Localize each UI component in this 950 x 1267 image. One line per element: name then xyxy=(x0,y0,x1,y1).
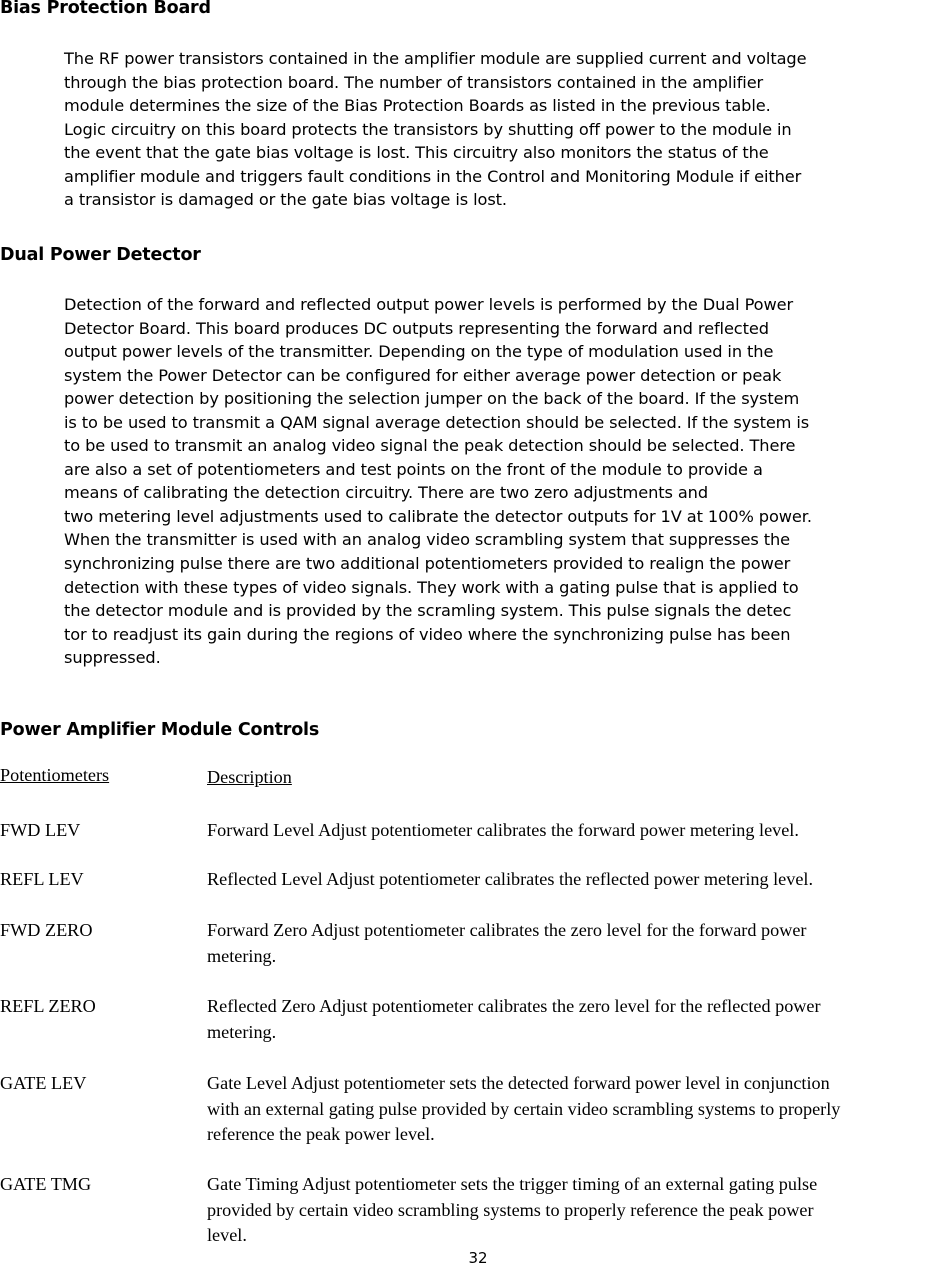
paragraph-line: are also a set of potentiometers and test points on the front of the module to provide a xyxy=(64,459,763,479)
paragraph-line: two metering level adjustments used to calibrate the detector outputs for 1V at 100% power. xyxy=(64,506,812,526)
paragraph-line: When the transmitter is used with an analog video scrambling system that suppresses the xyxy=(64,530,791,550)
page-number: 32 xyxy=(468,1249,488,1267)
paragraph-dual-power-detector xyxy=(64,293,950,670)
paragraph-line: through the bias protection board. The number of transistors contained in the amplifier xyxy=(64,72,764,92)
paragraph-line: system the Power Detector can be configured for either average power detection or peak xyxy=(64,365,782,385)
paragraph-line: amplifier module and triggers fault conditions in the Control and Monitoring Module if either xyxy=(64,166,802,186)
description-line: metering. xyxy=(207,945,277,966)
potentiometer-name: GATE TMG xyxy=(0,1174,92,1194)
potentiometer-name: FWD ZERO xyxy=(0,920,93,940)
paragraph-line: to be used to transmit an analog video signal the peak detection should be selected. There xyxy=(64,436,796,456)
potentiometer-name: REFL LEV xyxy=(0,869,84,889)
paragraph-line: synchronizing pulse there are two additional potentiometers provided to realign the power xyxy=(64,554,791,574)
paragraph-line: means of calibrating the detection circuitry. There are two zero adjustments and xyxy=(64,483,709,503)
potentiometer-description xyxy=(207,994,950,1045)
potentiometer-description xyxy=(207,867,950,893)
potentiometer-description xyxy=(207,918,950,969)
description-line: reference the peak power level. xyxy=(207,1124,435,1145)
description-line: provided by certain video scrambling systems to properly reference the peak power xyxy=(207,1199,814,1220)
description-line: Forward Zero Adjust potentiometer calibrates the zero level for the forward power xyxy=(207,920,807,940)
paragraph-line: a transistor is damaged or the gate bias voltage is lost. xyxy=(64,190,507,210)
paragraph-line: power detection by positioning the selection jumper on the back of the board. If the system xyxy=(64,389,800,409)
paragraph-line: the detector module and is provided by the scramling system. This pulse signals the detec xyxy=(64,601,792,621)
paragraph-line: Detector Board. This board produces DC outputs representing the forward and reflected xyxy=(64,318,769,338)
paragraph-line: Detection of the forward and reflected output power levels is performed by the Dual Power xyxy=(64,295,794,314)
potentiometer-description xyxy=(207,1071,950,1148)
column-header-description: Description xyxy=(207,767,292,787)
potentiometer-description xyxy=(207,1172,950,1249)
paragraph-line: module determines the size of the Bias Protection Boards as listed in the previous table. xyxy=(64,96,771,116)
description-line: Gate Timing Adjust potentiometer sets the trigger timing of an external gating pulse xyxy=(207,1174,818,1194)
description-line: Reflected Zero Adjust potentiometer calibrates the zero level for the reflected power xyxy=(207,996,821,1016)
description-line: Gate Level Adjust potentiometer sets the detected forward power level in conjunction xyxy=(207,1073,830,1093)
column-header-potentiometers: Potentiometers xyxy=(0,765,110,785)
paragraph-line: the event that the gate bias voltage is lost. This circuitry also monitors the status of the xyxy=(64,143,769,163)
paragraph-line: is to be used to transmit a QAM signal average detection should be selected. If the system is xyxy=(64,412,810,432)
paragraph-bias-protection xyxy=(64,47,950,212)
section-heading-dual-power-detector: Dual Power Detector xyxy=(0,245,201,265)
paragraph-line: suppressed. xyxy=(64,648,161,668)
section-heading-bias-protection: Bias Protection Board xyxy=(0,0,211,18)
paragraph-line: detection with these types of video signals. They work with a gating pulse that is applied to xyxy=(64,577,799,597)
potentiometer-name: REFL ZERO xyxy=(0,996,96,1016)
paragraph-line: The RF power transistors contained in the amplifier module are supplied current and voltage xyxy=(64,49,807,68)
description-line: with an external gating pulse provided by certain video scrambling systems to properly xyxy=(207,1098,841,1119)
potentiometer-name: FWD LEV xyxy=(0,820,81,840)
potentiometer-description xyxy=(207,818,950,844)
section-heading-pa-module-controls: Power Amplifier Module Controls xyxy=(0,720,320,740)
description-line: Reflected Level Adjust potentiometer calibrates the reflected power metering level. xyxy=(207,869,813,889)
paragraph-line: output power levels of the transmitter. Depending on the type of modulation used in the xyxy=(64,342,774,362)
description-line: level. xyxy=(207,1225,247,1246)
potentiometer-name: GATE LEV xyxy=(0,1073,87,1093)
paragraph-line: Logic circuitry on this board protects the transistors by shutting off power to the module in xyxy=(64,119,792,139)
description-line: metering. xyxy=(207,1021,277,1042)
paragraph-line: tor to readjust its gain during the regions of video where the synchronizing pulse has been xyxy=(64,624,791,644)
description-line: Forward Level Adjust potentiometer calibrates the forward power metering level. xyxy=(207,820,799,840)
